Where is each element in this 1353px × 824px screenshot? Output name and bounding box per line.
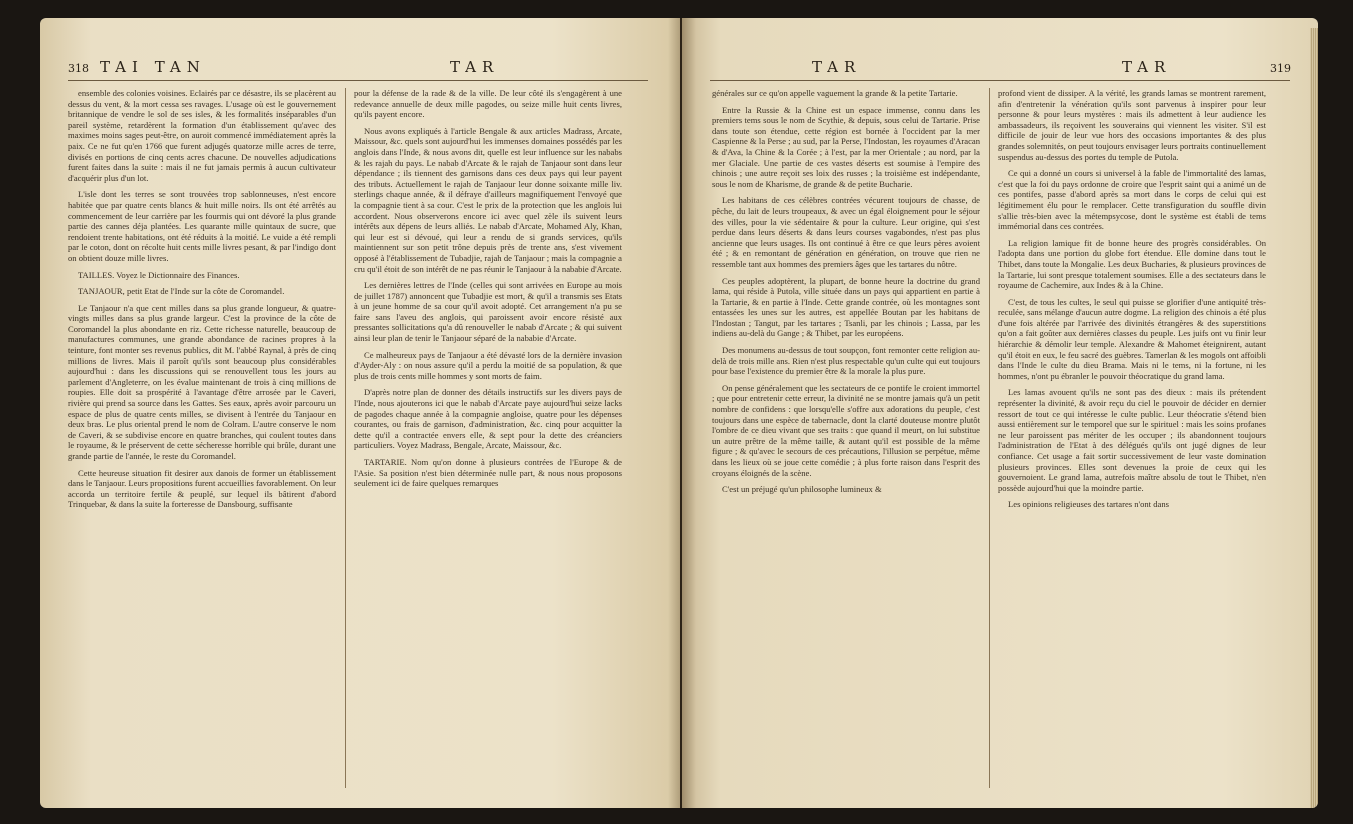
- page-edge: [1310, 28, 1318, 808]
- paragraph: Cette heureuse situation fit desirer aux danois de former un établissement dans le Tanjaour. Leurs propositions furent accueillies favorablement. On leur accorda un territoire fertile & peuplé, sur lequel ils bâtirent d'abord Trinquebar, & dans la suite la forteresse de Dansbourg, suffisante: [68, 467, 336, 510]
- paragraph: générales sur ce qu'on appelle vaguement la grande & la petite Tartarie.: [712, 88, 958, 98]
- right-page-column-2: [998, 88, 1266, 798]
- running-head-right-column1: TAR: [812, 58, 862, 76]
- paragraph: Les opinions religieuses des tartares n'ont dans: [1008, 499, 1169, 510]
- paragraph: Ce malheureux pays de Tanjaour a été dévasté lors de la dernière invasion d'Ayder-Aly : on nous assure qu'il a perdu la moitié de sa population, & que plus de trois cents mille hommes y sont morts de faim.: [354, 349, 622, 381]
- running-head-left-column2: TAR: [450, 58, 500, 76]
- page-number-right: 319: [1270, 62, 1291, 75]
- paragraph: Entre la Russie & la Chine est un espace immense, connu dans les premiers tems sous le nom de Scythie, & depuis, sous celui de Tartarie. Prise dans toute son étendue, cette région est bornée à l'occident par la mer Caspienne & la Perse ; au sud, par la Perse, l'Indostan, les royaumes d'Aracan & d'Ava, la Chine & la Corée ; à l'est, par la mer Orientale ; au nord, par la mer Glaciale. Une partie de ces vastes déserts est soumise à l'empire des chinois ; une autre reçoit ses loix des russes ; la troisième est indépendante, sous le nom de Kharisme, de grande & de petite Bucharie.: [712, 104, 980, 189]
- left-page-column-2: [354, 88, 622, 798]
- paragraph: Les lamas avouent qu'ils ne sont pas des dieux : mais ils prétendent représenter la divinité, & avoir reçu du ciel le pouvoir de décider en dernier ressort de tout ce qui intéresse le culte public. Leur théocratie s'étend bien aussi entièrement sur le temporel que sur le spirituel : mais les soins profanes ne leur paroissent pas mériter de les occuper ; ils abandonnent toujours l'administration de l'Etat à des délégués qu'ils ont jugé dignes de leur confiance. Cet usage a fait sortir successivement de leur vaste domination plusieurs provinces. Elles sont devenues la proie de ceux qui les gouvernoient. Le grand lama, autrefois maître absolu de tout le Thibet, n'en possède aujourd'hui que la moindre partie.: [998, 387, 1266, 493]
- paragraph: L'isle dont les terres se sont trouvées trop sablonneuses, n'est encore habitée que par quatre cents blancs & huit mille noirs. Ils ont été arrêtés au commencement de leur carrière par les fourmis qui ont dévoré la plus grande partie des cannes déja plantées. Les quarante mille quintaux de sucre, que rendoient trente habitations, ont été réduits à la moitié. Le vuide a été rempli par le coton, dont on récolte huit cents mille livres pesant, & par l'indigo dont on obtient douze mille livres.: [68, 189, 336, 263]
- left-page: [40, 18, 680, 808]
- right-page-column-1: [712, 88, 980, 798]
- page-number-left: 318: [68, 62, 89, 75]
- header-rule-left: [68, 80, 648, 81]
- book-gutter: [668, 18, 696, 808]
- paragraph: Des monumens au-dessus de tout soupçon, font remonter cette religion au-delà de trois mille ans. Rien n'est plus respectable qu'un culte qui eut toujours pour base l'existence du premier être & la morale la plus pure.: [712, 345, 980, 377]
- paragraph: On pense généralement que les sectateurs de ce pontife le croient immortel ; que pour entretenir cette erreur, la divinité ne se montre jamais qu'à un petit nombre de confidens : que lorsqu'elle s'offre aux adorations du peuple, c'est toujours dans une espèce de tabernacle, dont la clarté douteuse montre plutôt l'ombre de ce dieu vivant que ses traits : que quand il meurt, on lui substitue un autre prêtre de la même taille, & autant qu'il est possible de la même figure ; & qu'avec le secours de ces précautions, l'illusion se perpétue, même dans les lieux où se joue cette comédie ; à plus forte raison dans l'esprit des croyans éloignés de la scène.: [712, 382, 980, 478]
- open-book: [40, 18, 1330, 818]
- column-divider-left: [345, 88, 346, 788]
- paragraph: Ce qui a donné un cours si universel à la fable de l'immortalité des lamas, c'est que la foi du pays ordonne de croire que l'esprit saint qui a animé un de ces pontifes, passe d'abord après sa mort dans le corps de celui qui est légitimement élu pour le remplacer. Cette transfiguration du souffle divin s'allie très-bien avec la métempsycose, dont le système est établi de tems immémorial dans ces contrées.: [998, 168, 1266, 232]
- paragraph: Ces peuples adoptèrent, la plupart, de bonne heure la doctrine du grand lama, qui réside à Putola, ville située dans un pays qui appartient en partie à la Tartarie, & en partie à l'Inde. Cette grande contrée, où les montagnes sont entassées les unes sur les autres, est appellée Boutan par les habitans de l'Indostan ; Tangut, par les tartares ; Tsanli, par les chinois ; Lassa, par les indiens au-delà du Gange ; & Thibet, par les européens.: [712, 275, 980, 339]
- running-head-left: TAI TAN: [100, 58, 206, 76]
- paragraph: Nous avons expliqués à l'article Bengale & aux articles Madrass, Arcate, Maissour, &c. quels sont aujourd'hui les immenses domaines possédés par les anglois dans l'Inde, & nous avons dit, quelle est leur influence sur les nababs & les rajah du pays. Le nabab d'Arcate & le rajah de Tanjaour sont dans leur dépendance ; ils tiennent des garnisons dans ces deux pays qui leur payent des tributs. Actuellement le rajah de Tanjaour leur donne soixante mille liv. sterlings chaque année, & il défraye d'ailleurs magnifiquement l'envoyé que la compagnie tient à sa cour. C'est le prix de la protection que les anglois lui accordent. Nous observerons encore ici avec quel zèle ils suivent leurs intérêts aux dépens de leurs alliés. Le nabab d'Arcate, Mohamed Aly, Khan, qui leur est si dévoué, qui leur a rendu de si grands services, qu'ils maintiennent sur son petit trône depuis près de trente ans, s'est vivement opposé à l'établissement de Tubadjie, rajah de Tanjaour ; mais la compagnie a cru qu'il étoit de son intérêt de ne pas réunir le Tanjaour à la nababie d'Arcate.: [354, 125, 622, 274]
- entry-heading: TANJAOUR, petit Etat de l'Inde sur la côte de Coromandel.: [78, 286, 285, 297]
- paragraph: C'est, de tous les cultes, le seul qui puisse se glorifier d'une antiquité très-reculée, sans mélange d'aucun autre dogme. La religion des chinois a été plus d'une fois altérée par l'arrivée des divinités étrangères & des superstitions qu'on a fait goûter aux dernières classes du peuple. Les juifs ont vu finir leur hiérarchie & démolir leur temple. Alexandre & Mahomet éteignirent, autant qu'il étoit en eux, le feu sacré des guèbres. Tamerlan & les mogols ont affoibli dans l'Inde le culte du dieu Brama. Mais ni le tems, ni la fortune, ni les hommes, n'ont pu ébranler le pouvoir théocratique du grand lama.: [998, 296, 1266, 381]
- paragraph: D'après notre plan de donner des détails instructifs sur les divers pays de l'Inde, nous ajouterons ici que le nabab d'Arcate paye aujourd'hui seize lacks de pagodes chaque année à la compagnie angloise, quatre pour les dépenses courantes, ou frais de garnison, d'administration, &c. cinq pour acquitter la dette qu'il a contractée envers elle, & sept pour la dette des créanciers particuliers. Voyez Madrass, Bengale, Arcate, Maissour, &c.: [354, 387, 622, 451]
- paragraph: profond vient de dissiper. A la vérité, les grands lamas se montrent rarement, afin d'entretenir la vénération qu'ils sont parvenus à inspirer pour leur personne & pour leurs mystères : mais ils admettent à leur audience les ambassadeurs, ils reçoivent les souverains qui viennent les visiter. S'il est difficile de jouir de leur vue hors des occasions importantes & des plus grandes solemnités, on peut toujours envisager leurs portraits continuellement suspendus au-dessus des portes du temple de Putola.: [998, 88, 1266, 162]
- running-head-right: TAR: [1122, 58, 1172, 76]
- paragraph: Les dernières lettres de l'Inde (celles qui sont arrivées en Europe au mois de juillet 1787) annoncent que Tubadjie est mort, & qu'il a transmis ses Etats à un jeune homme de sa cour qu'il avoit adopté. Cet arrangement n'a pu se faire sans l'aveu des anglois, qui paroissent avoir encore résisté aux pressantes sollicitations qu'a dû renouveller le nabab d'Arcate ; & qui suivent ainsi leur plan de tenir le Tanjaour séparé de la nababie d'Arcate.: [354, 280, 622, 344]
- entry-heading: TAILLES. Voyez le Dictionnaire des Finances.: [78, 269, 240, 280]
- paragraph: Le Tanjaour n'a que cent milles dans sa plus grande longueur, & quatre-vingts milles dans sa plus grande largeur. C'est la province de la côte de Coromandel la plus abondante en riz. Cette richesse naturelle, beaucoup de manufactures communes, une grande abondance de racines propres à la teinture, font monter ses revenus publics, dit M. l'abbé Raynal, à près de cinq millions de livres. Mais il paroît qu'ils sont beaucoup plus considérables aujourd'hui : dans les discussions qui se renouvellent tous les jours au parlement d'Angleterre, on les évalue maintenant de trois à cinq millions de roupies. Elle doit sa prospérité à l'avantage d'être arrosée par le Caveri, rivière qui prend sa source dans les Gattes. Ses eaux, après avoir parcouru un espace de plus de quatre cents milles, se divisent à l'entrée du Tanjaour en deux bras. Le plus oriental prend le nom de Colram. L'autre conserve le nom de Caveri, & se subdivise encore en quatre branches, qui coulent toutes dans le royaume, & le préservent de cette sécheresse horrible qui brûle, durant une grande partie de l'année, le reste du Coromandel.: [68, 302, 336, 461]
- left-page-column-1: [68, 88, 336, 798]
- paragraph: ensemble des colonies voisines. Eclairés par ce désastre, ils se placèrent au dessus du vent, & la mort cessa ses ravages. L'usage où est le gouvernement britannique de vendre le sol de ses isles, & les formalités inséparables d'un pareil système, retardèrent la formation d'un établissement qu'avec des maximes moins sages peut-être, on auroit commencé immédiatement après la paix. Ce ne fut qu'en 1766 que furent adjugés quatorze mille acres de terre, divisés en portions de cinq cents acres chacune. De nouvelles adjudications furent faites dans la suite : mais il ne fut jamais permis à aucun cultivateur d'acquérir plus d'un lot.: [68, 88, 336, 183]
- paragraph: C'est un préjugé qu'un philosophe lumineux &: [722, 484, 882, 495]
- paragraph: Les habitans de ces célèbres contrées vécurent toujours de chasse, de pêche, du lait de leurs troupeaux, & avec un égal éloignement pour le séjour des villes, pour la vie sédentaire & pour la culture. Leur origine, qui s'est perdue dans leurs déserts & dans leurs courses vagabondes, n'est pas plus ancienne que leurs usages. Ils ont continué à être ce que leurs pères avoient été ; & en remontant de génération en génération, on trouve que rien ne ressemble tant aux hommes des premiers âges que les tartares du nôtre.: [712, 195, 980, 269]
- entry-heading: TARTARIE. Nom qu'on donne à plusieurs contrées de l'Europe & de l'Asie. Sa position n'est bien déterminée nulle part, & nous nous proposons seulement ici de faire quelques remarques: [354, 457, 622, 489]
- paragraph: pour la défense de la rade & de la ville. De leur côté ils s'engagèrent à une redevance annuelle de deux mille pagodes, ou seize mille huit cents livres, qu'ils payent encore.: [354, 88, 622, 120]
- right-page: [682, 18, 1318, 808]
- header-rule-right: [710, 80, 1290, 81]
- column-divider-right: [989, 88, 990, 788]
- paragraph: La religion lamique fit de bonne heure des progrès considérables. On l'adopta dans une portion du globe fort étendue. Elle domine dans tout le Thibet, dans toute la Mongalie. Les deux Bucharies, & plusieurs provinces de la Tartarie, lui sont presque totalement soumises. Elle a des sectateurs dans le royaume de Cachemire, aux Indes & à la Chine.: [998, 237, 1266, 291]
